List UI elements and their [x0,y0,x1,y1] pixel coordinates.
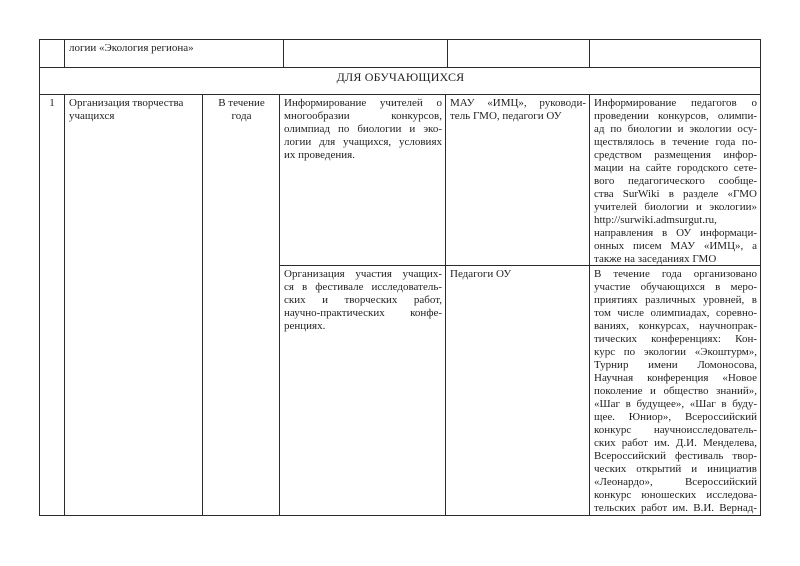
result-cell-1: Информирование педагогов о проведении конкурсов, олимпи- ад по биологии и экологии осу- ществлялось в течение года по- средством размещения инфор- мации на сайте городского сете- вого педагогического сообще- ства SurWiki в разделе «ГМО учителей биологии и экологии» http://surwiki.admsurgut.ru, направления в ОУ информаци- онных писем МАУ «ИМЦ», а также на заседаниях ГМО [589,94,761,266]
responsible-cell-1: МАУ «ИМЦ», руководи- тель ГМО, педагоги ОУ [445,94,590,266]
carryover-empty-cell-2 [447,39,590,68]
row-number-cell: 1 [39,94,65,516]
carryover-topic-cell: логии «Экология региона» [64,39,284,68]
timeframe-cell: В течение года [202,94,280,516]
carryover-number-cell [39,39,65,68]
responsible-cell-2: Педагоги ОУ [445,265,590,516]
direction-cell: Организация творчества учащихся [64,94,203,516]
result-cell-2: В течение года организовано участие обучающихся в меро- приятиях различных уровней, в том числе олимпиадах, соревно- ваниях, конкурсах, научнопрак- тических конференциях: Кон- курс по экологии «Экоштурм», Турнир имени Ломоносова, Научная конференция «Новое поколение и общество знаний», «Шаг в будущее», «Шаг в буду- щее. Юниор», Всероссийский конкурс научноисследователь- ских работ им. Д.И. Менделева, Всероссийский фестиваль твор- ческих открытий и инициатив «Леонардо», Всероссийский конкурс юношеских исследова- тельских работ им. В.И. Вернад- [589,265,761,516]
report-table [39,39,761,516]
activity-cell-1: Информирование учителей о многообразии конкурсов, олимпиад по биологии и эко- логии для учащихся, условиях их проведения. [279,94,446,266]
carryover-empty-cell-1 [283,39,448,68]
activity-cell-2: Организация участия учащих- ся в фестивале исследователь- ских и творческих работ, научно-практических конфе- ренциях. [279,265,446,516]
section-header-cell: ДЛЯ ОБУЧАЮЩИХСЯ [39,67,761,95]
carryover-empty-cell-3 [589,39,761,68]
